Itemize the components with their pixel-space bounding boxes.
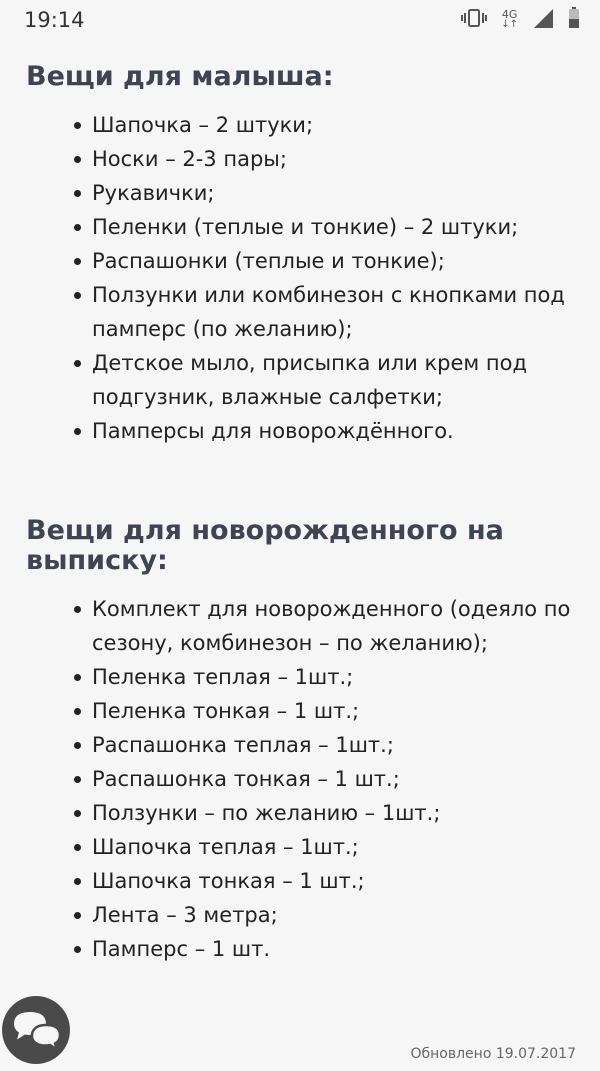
vibrate-icon [461,8,487,33]
network-4g-icon: 4G ↓↑ [501,8,518,30]
signal-icon [532,7,554,34]
section-title-discharge-items: Вещи для новорожденного на выписку: [26,515,504,576]
list-item: Распашонка тонкая – 1 шт.; [0,762,600,796]
list-item: Рукавички; [0,176,600,210]
list-item: Распашонки (теплые и тонкие); [0,244,600,278]
status-bar [0,0,600,40]
status-icons [461,7,580,33]
updated-date: Обновлено 19.07.2017 [410,1046,576,1062]
list-item: Пеленки (теплые и тонкие) – 2 штуки; [0,210,600,244]
list-item: Комплект для новорожденного (одеяло по сезону, комбинезон – по желанию); [0,592,600,660]
list-item: Ползунки – по желанию – 1шт.; [0,796,600,830]
list-item: Памперсы для новорождённого. [0,414,600,448]
list-item: Пеленка тонкая – 1 шт.; [0,694,600,728]
list-item: Памперс – 1 шт. [0,932,600,966]
baby-items-list [0,108,600,448]
section-title-baby-items: Вещи для малыша: [26,61,334,92]
list-item: Распашонка теплая – 1шт.; [0,728,600,762]
list-item: Пеленка теплая – 1шт.; [0,660,600,694]
chat-button[interactable] [0,994,72,1066]
list-item: Лента – 3 метра; [0,898,600,932]
status-time: 19:14 [24,8,85,32]
list-item: Ползунки или комбинезон с кнопками под памперс (по желанию); [0,278,600,346]
discharge-items-list [0,592,600,966]
list-item: Детское мыло, присыпка или крем под подгузник, влажные салфетки; [0,346,600,414]
list-item: Носки – 2-3 пары; [0,142,600,176]
list-item: Шапочка тонкая – 1 шт.; [0,864,600,898]
list-item: Шапочка – 2 штуки; [0,108,600,142]
network-type: 4G [501,8,518,21]
chat-bubbles-icon [0,994,72,1066]
list-item: Шапочка теплая – 1шт.; [0,830,600,864]
battery-icon [568,7,580,34]
